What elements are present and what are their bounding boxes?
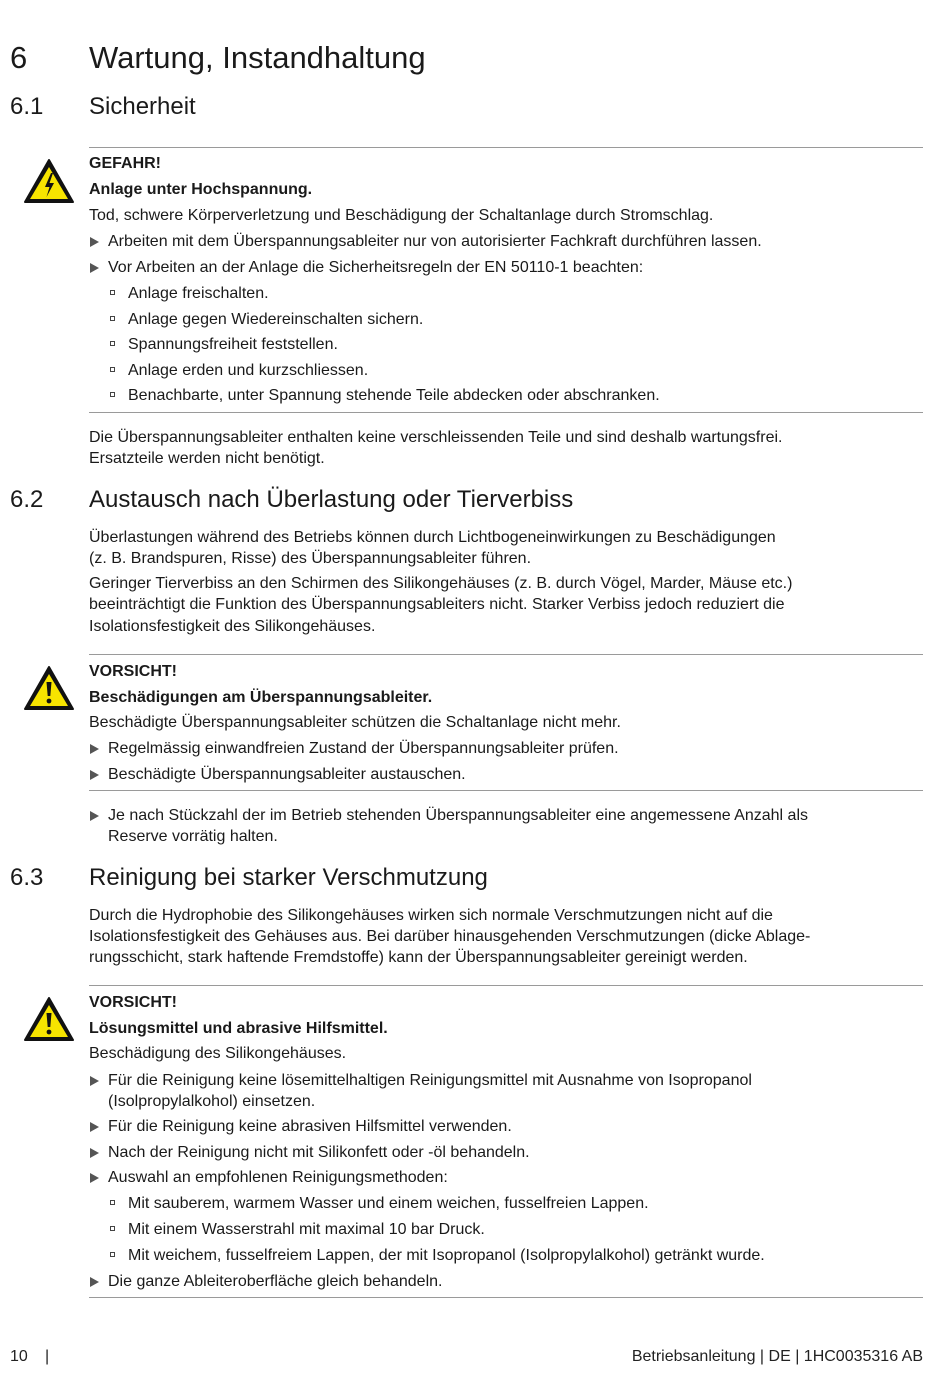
warning-action: Auswahl an empfohlenen Reinigungsmethoden:	[108, 1169, 448, 1186]
high-voltage-warning-icon	[23, 158, 75, 204]
paragraph-line: Geringer Tierverbiss an den Schirmen des Silikongehäuses (z. B. durch Vögel, Marder, Mäuse etc.)	[89, 575, 793, 592]
square-bullet-icon	[110, 367, 115, 372]
caution-warning-icon	[23, 996, 75, 1042]
divider	[89, 1297, 923, 1298]
square-bullet-icon	[110, 1226, 115, 1231]
paragraph-line: rungsschicht, stark haftende Fremdstoffe) kann der Überspannungsableiter gereinigt werden.	[89, 949, 748, 966]
square-bullet-icon	[110, 392, 115, 397]
warning-heading: Lösungsmittel und abrasive Hilfsmittel.	[89, 1020, 388, 1037]
paragraph-line: (z. B. Brandspuren, Risse) des Überspannungsableiter führen.	[89, 550, 532, 567]
warning-consequence: Beschädigung des Silikongehäuses.	[89, 1045, 347, 1062]
footer-separator: |	[45, 1348, 50, 1365]
warning-heading: Anlage unter Hochspannung.	[89, 181, 313, 198]
warning-consequence: Beschädigte Überspannungsableiter schützen die Schaltanlage nicht mehr.	[89, 714, 621, 731]
paragraph-line: beeinträchtigt die Funktion des Überspannungsableiters nicht. Starker Verbiss jedoch reduziert die	[89, 596, 785, 613]
section-6-1-title: Sicherheit	[89, 93, 196, 120]
document-reference: Betriebsanleitung | DE | 1HC0035316 AB	[631, 1348, 923, 1365]
arrow-bullet-icon	[90, 1277, 99, 1287]
arrow-bullet-icon	[90, 1076, 99, 1086]
warning-action: Nach der Reinigung nicht mit Silikonfett oder -öl behandeln.	[108, 1144, 530, 1161]
arrow-bullet-icon	[90, 237, 99, 247]
warning-signal-word: VORSICHT!	[89, 994, 177, 1011]
warning-action: (Isolpropylalkohol) einsetzen.	[108, 1093, 316, 1110]
arrow-bullet-icon	[90, 1122, 99, 1132]
divider	[89, 790, 923, 791]
warning-action: Regelmässig einwandfreien Zustand der Überspannungsableiter prüfen.	[108, 740, 619, 757]
chapter-number: 6	[10, 40, 28, 75]
action-line: Je nach Stückzahl der im Betrieb stehenden Überspannungsableiter eine angemessene Anzahl als	[108, 807, 808, 824]
warning-action: Vor Arbeiten an der Anlage die Sicherheitsregeln der EN 50110-1 beachten:	[108, 259, 644, 276]
safety-rule-item: Anlage gegen Wiedereinschalten sichern.	[128, 311, 424, 328]
square-bullet-icon	[110, 341, 115, 346]
action-line: Reserve vorrätig halten.	[108, 828, 278, 845]
safety-rule-item: Anlage freischalten.	[128, 285, 269, 302]
divider	[89, 412, 923, 413]
arrow-bullet-icon	[90, 1148, 99, 1158]
square-bullet-icon	[110, 1252, 115, 1257]
safety-rule-item: Benachbarte, unter Spannung stehende Teile abdecken oder abschranken.	[128, 387, 660, 404]
section-6-2-number: 6.2	[10, 486, 44, 513]
chapter-title: Wartung, Instandhaltung	[89, 40, 426, 75]
cleaning-method-item: Mit einem Wasserstrahl mit maximal 10 bar Druck.	[128, 1221, 485, 1238]
arrow-bullet-icon	[90, 770, 99, 780]
arrow-bullet-icon	[90, 1173, 99, 1183]
warning-consequence: Tod, schwere Körperverletzung und Beschädigung der Schaltanlage durch Stromschlag.	[89, 207, 714, 224]
section-6-2-title: Austausch nach Überlastung oder Tierverbiss	[89, 486, 574, 513]
divider	[89, 147, 923, 148]
safety-rule-item: Spannungsfreiheit feststellen.	[128, 336, 338, 353]
square-bullet-icon	[110, 290, 115, 295]
paragraph-line: Ersatzteile werden nicht benötigt.	[89, 450, 325, 467]
caution-warning-icon	[23, 665, 75, 711]
paragraph-line: Die Überspannungsableiter enthalten keine verschleissenden Teile und sind deshalb wartungsfrei.	[89, 429, 783, 446]
warning-action: Arbeiten mit dem Überspannungsableiter nur von autorisierter Fachkraft durchführen lassen.	[108, 233, 762, 250]
divider	[89, 985, 923, 986]
square-bullet-icon	[110, 1200, 115, 1205]
section-6-1-number: 6.1	[10, 93, 44, 120]
paragraph-line: Überlastungen während des Betriebs können durch Lichtbogeneinwirkungen zu Beschädigungen	[89, 529, 776, 546]
paragraph-line: Isolationsfestigkeit des Silikongehäuses.	[89, 618, 376, 635]
safety-rule-item: Anlage erden und kurzschliessen.	[128, 362, 369, 379]
warning-action: Beschädigte Überspannungsableiter austauschen.	[108, 766, 466, 783]
arrow-bullet-icon	[90, 263, 99, 273]
warning-signal-word: GEFAHR!	[89, 155, 161, 172]
section-6-3-title: Reinigung bei starker Verschmutzung	[89, 864, 488, 891]
section-6-3-number: 6.3	[10, 864, 44, 891]
cleaning-method-item: Mit sauberem, warmem Wasser und einem weichen, fusselfreien Lappen.	[128, 1195, 649, 1212]
paragraph-line: Isolationsfestigkeit des Gehäuses aus. Bei darüber hinausgehenden Verschmutzungen (dicke Ablage-	[89, 928, 811, 945]
arrow-bullet-icon	[90, 744, 99, 754]
warning-signal-word: VORSICHT!	[89, 663, 177, 680]
arrow-bullet-icon	[90, 811, 99, 821]
paragraph-line: Durch die Hydrophobie des Silikongehäuses wirken sich normale Verschmutzungen nicht auf die	[89, 907, 773, 924]
divider	[89, 654, 923, 655]
warning-heading: Beschädigungen am Überspannungsableiter.	[89, 689, 433, 706]
warning-action: Für die Reinigung keine lösemittelhaltigen Reinigungsmittel mit Ausnahme von Isopropanol	[108, 1072, 752, 1089]
page-number: 10	[10, 1348, 28, 1365]
cleaning-method-item: Mit weichem, fusselfreiem Lappen, der mit Isopropanol (Isolpropylalkohol) getränkt wurde.	[128, 1247, 765, 1264]
square-bullet-icon	[110, 316, 115, 321]
warning-action: Die ganze Ableiteroberfläche gleich behandeln.	[108, 1273, 443, 1290]
warning-action: Für die Reinigung keine abrasiven Hilfsmittel verwenden.	[108, 1118, 512, 1135]
